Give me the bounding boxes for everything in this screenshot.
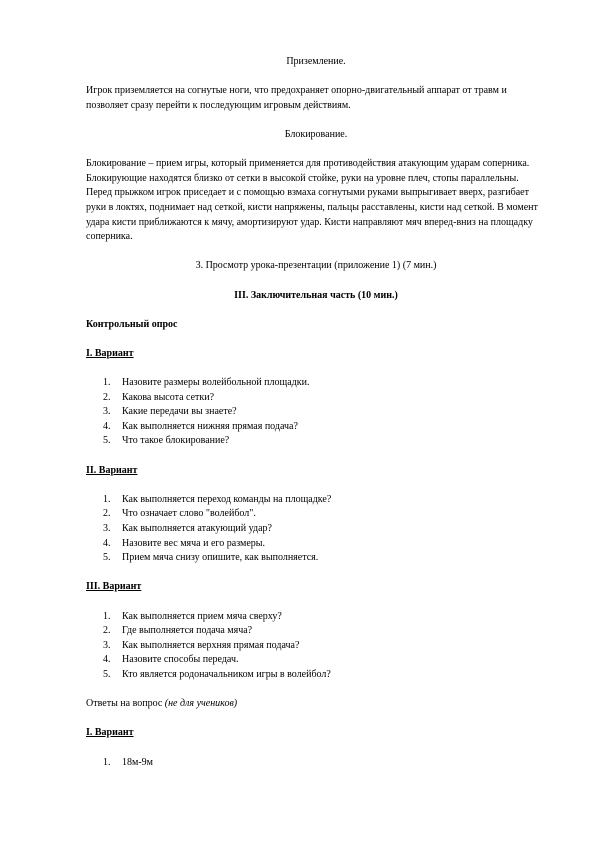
list-item xyxy=(86,653,546,668)
step3-line: 3. Просмотр урока-презентации (приложение 1) (7 мин.) xyxy=(195,260,437,272)
variant-3-title: III. Вариант xyxy=(86,581,142,593)
question-text: Где выполняется подача мяча? xyxy=(122,625,253,637)
variant-1-title: I. Вариант xyxy=(86,347,134,359)
variant-3-questions xyxy=(86,610,546,683)
question-text: Какова высота сетки? xyxy=(122,391,215,403)
list-number: 1. xyxy=(103,756,111,768)
question-text: Какие передачи вы знаете? xyxy=(122,406,237,418)
list-number: 1. xyxy=(103,610,111,622)
list-number: 3. xyxy=(103,406,111,418)
list-number: 2. xyxy=(103,508,111,520)
variant-2-questions xyxy=(86,493,546,566)
list-item xyxy=(86,507,546,522)
list-item xyxy=(86,551,546,566)
list-item xyxy=(86,610,546,625)
landing-text: Игрок приземляется на согнутые ноги, что предохраняет опорно-двигательный аппарат от травм и позволяет сразу перейти к последующим игровым действиям. xyxy=(86,85,507,111)
answer-text: 18м-9м xyxy=(122,756,153,768)
answers-variant-title: I. Вариант xyxy=(86,727,134,739)
answers-title xyxy=(86,697,546,712)
list-number: 2. xyxy=(103,625,111,637)
list-number: 4. xyxy=(103,420,111,432)
list-number: 5. xyxy=(103,668,111,680)
list-number: 3. xyxy=(103,639,111,651)
list-item xyxy=(86,434,546,449)
question-text: Как выполняется верхняя прямая подача? xyxy=(122,639,300,651)
variant-1-questions xyxy=(86,376,546,449)
question-text: Что означает слово "волейбол". xyxy=(122,508,256,520)
question-text: Как выполняется атакующий удар? xyxy=(122,523,272,534)
question-text: Что такое блокирование? xyxy=(122,435,230,447)
list-item xyxy=(86,624,546,639)
blocking-text: Блокирование – прием игры, который применяется для противодействия атакующим ударам соперника. Блокирующие находятся близко от сетки в высокой стойке, руки на уровне плеч, стопы параллельны. Перед прыжком игрок приседает и с помощью взмаха согнутыми руками выпрыгивает вверх, разгибает руки в локтях, поднимает над сеткой, кисти напряжены, пальцы расставлены, кисти над сеткой. В момент удара кисти приближаются к мячу, амортизируют удар. Кисти направляют мяч вперед-вниз на площадку соперника. xyxy=(86,158,538,243)
question-text: Как выполняется нижняя прямая подача? xyxy=(122,420,298,432)
list-item xyxy=(86,405,546,420)
list-item xyxy=(86,756,546,771)
variant-2-title: II. Вариант xyxy=(86,464,138,476)
list-item xyxy=(86,420,546,435)
list-number: 4. xyxy=(103,537,111,549)
list-item xyxy=(86,391,546,406)
list-number: 5. xyxy=(103,552,111,564)
document-page xyxy=(86,55,546,770)
list-item xyxy=(86,537,546,552)
answers-title-text: Ответы на вопрос xyxy=(86,698,165,710)
blocking-title: Блокирование. xyxy=(284,128,348,140)
answers-list xyxy=(86,756,546,771)
landing-title: Приземление. xyxy=(286,56,346,67)
question-text: Как выполняется переход команды на площадке? xyxy=(122,493,332,505)
question-text: Назовите способы передач. xyxy=(122,654,239,666)
list-item xyxy=(86,668,546,683)
list-number: 5. xyxy=(103,435,111,447)
list-number: 1. xyxy=(103,377,111,389)
list-item xyxy=(86,639,546,654)
question-text: Назовите размеры волейбольной площадки. xyxy=(122,377,310,389)
answers-title-note: (не для учеников) xyxy=(164,698,238,710)
list-number: 3. xyxy=(103,523,111,534)
question-text: Прием мяча снизу опишите, как выполняется. xyxy=(122,552,319,564)
list-item xyxy=(86,376,546,391)
part3-heading: III. Заключительная часть (10 мин.) xyxy=(234,289,398,301)
list-number: 1. xyxy=(103,493,111,505)
list-number: 4. xyxy=(103,654,111,666)
question-text: Как выполняется прием мяча сверху? xyxy=(122,610,282,622)
list-item xyxy=(86,522,546,537)
question-text: Кто является родоначальником игры в волейбол? xyxy=(122,668,331,680)
control-title: Контрольный опрос xyxy=(86,318,178,330)
question-text: Назовите вес мяча и его размеры. xyxy=(122,537,265,549)
list-item xyxy=(86,493,546,508)
list-number: 2. xyxy=(103,391,111,403)
